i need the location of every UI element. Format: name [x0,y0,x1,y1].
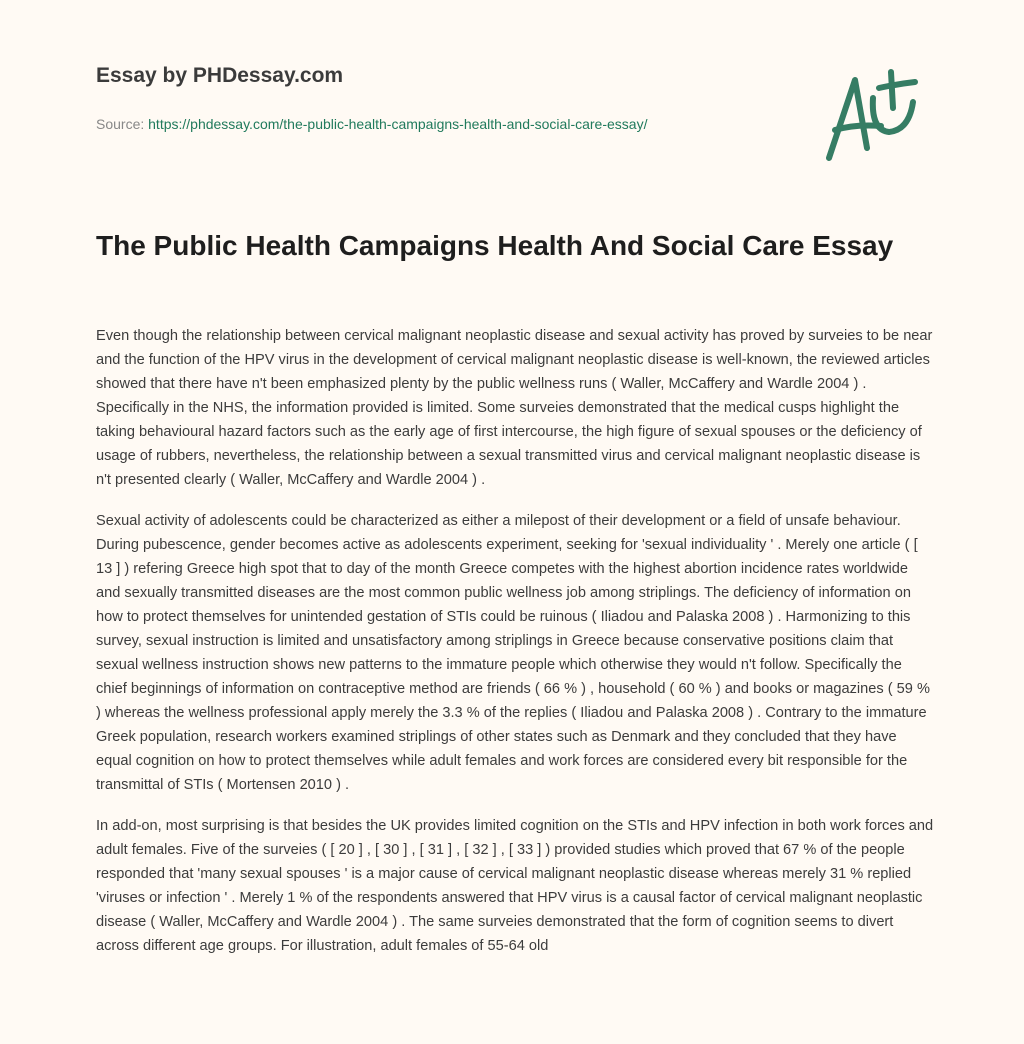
site-brand: Essay by PHDessay.com [96,64,344,87]
paragraph: In add-on, most surprising is that besides the UK provides limited cognition on the STIs and HPV infection in both work forces and adult females. Five of the surveies ( [ 20 ] , [ 30 ] , [ 31 ] , [ 32 ] , [ 33 ] ) provided studies which proved that 67 % of the people responded that 'many sexual spouses ' is a major cause of cervical malignant neoplastic disease whereas merely 31 % replied 'viruses or infection ' . Merely 1 % of the respondents answered that HPV virus is a causal factor of cervical malignant neoplastic disease ( Waller, McCaffery and Wardle 2004 ) . The same surveies demonstrated that the form of cognition seems to divert across different age groups. For illustration, adult females of 55-64 old [96,818,934,954]
essay-title: The Public Health Campaigns Health And Social Care Essay [96,230,894,261]
paragraph: Even though the relationship between cervical malignant neoplastic disease and sexual activity has proved by surveies to be near and the function of the HPV virus in the development of cervical malignant neoplastic disease is well-known, the reviewed articles showed that there have n't been emphasized plenty by the public wellness runs ( Waller, McCaffery and Wardle 2004 ) . Specifically in the NHS, the information provided is limited. Some surveies demonstrated that the medical cusps highlight the taking behavioural hazard factors such as the early age of first intercourse, the high figure of sexual spouses or the deficiency of usage of rubbers, nevertheless, the relationship between a sexual transmitted virus and cervical malignant neoplastic disease is n't presented clearly ( Waller, McCaffery and Wardle 2004 ) . [96,328,933,488]
a-plus-logo-icon [815,68,935,168]
source-label: Source: [96,116,145,132]
essay-body [96,324,934,975]
source-link[interactable]: https://phdessay.com/the-public-health-campaigns-health-and-social-care-essay/ [148,116,648,132]
paragraph: Sexual activity of adolescents could be characterized as either a milepost of their development or a field of unsafe behaviour. During pubescence, gender becomes active as adolescents experiment, seeking for 'sexual individuality ' . Merely one article ( [ 13 ] ) refering Greece high spot that to day of the month Greece competes with the highest abortion incidence rates worldwide and sexually transmitted diseases are the most common public wellness job among striplings. The deficiency of information on how to protect themselves for unintended gestation of STIs could be ruinous ( Iliadou and Palaska 2008 ) . Harmonizing to this survey, sexual instruction is limited and unsatisfactory among striplings in Greece because conservative positions claim that sexual wellness instruction shows new patterns to the immature people which otherwise they would n't follow. Specifically the chief beginnings of information on contraceptive method are friends ( 66 % ) , household ( 60 % ) and books or magazines ( 59 % ) whereas the wellness professional apply merely the 3.3 % of the replies ( Iliadou and Palaska 2008 ) . Contrary to the immature Greek population, research workers examined striplings of other states such as Denmark and they concluded that they have equal cognition on how to protect themselves while adult females and work forces are considered every bit responsible for the transmittal of STIs ( Mortensen 2010 ) . [96,513,930,793]
source-line [96,112,736,136]
